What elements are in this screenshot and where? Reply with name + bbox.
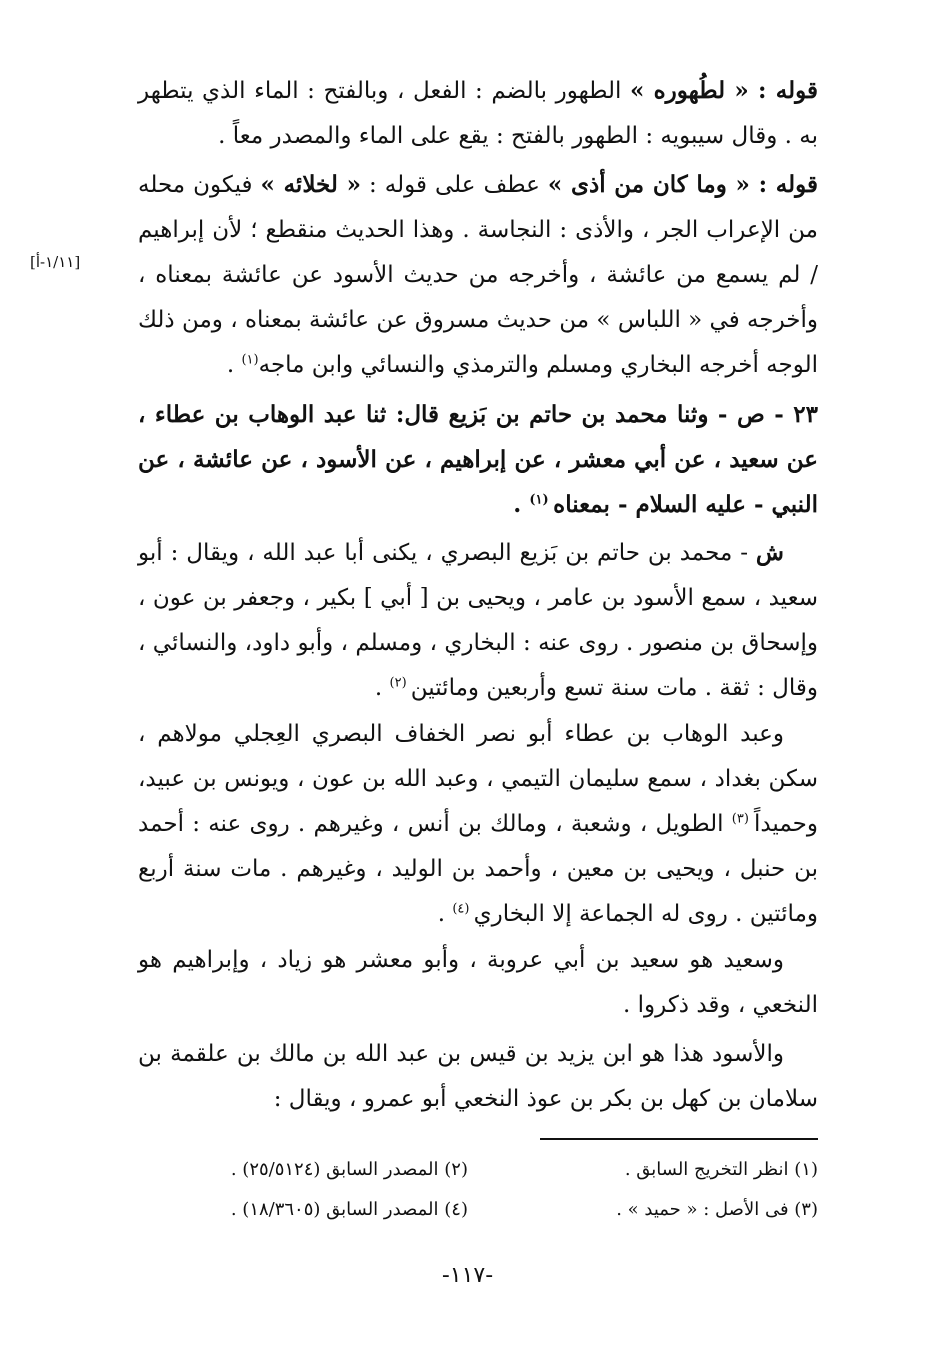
footnote-separator bbox=[540, 1138, 818, 1140]
footnote-ref-1: (١) bbox=[241, 352, 259, 368]
commentary-paragraph-adha bbox=[138, 162, 818, 388]
commentary-text: فيكون محله من الإعراب الجر ، والأذى : النجاسة . وهذا الحديث منقطع ؛ لأن إبراهيم / لم يسمع من عائشة ، وأخرجه من حديث الأسود عن عائشة بمعناه ، وأخرجه في « اللباس » من حديث مسروق عن عائشة بمعناه ، ومن ذلك الوجه أخرجه البخاري ومسلم والترمذي والنسائي وابن ماجه bbox=[138, 172, 818, 378]
quoted-term-adha: قوله : « وما كان من أذى » bbox=[547, 171, 818, 198]
punctuation: . bbox=[374, 675, 390, 701]
manuscript-folio-marker: [١/١١-أ] bbox=[30, 253, 81, 271]
footnote-ref-3: (٣) bbox=[731, 811, 754, 827]
sharh-marker: ش bbox=[755, 539, 784, 566]
punctuation: . bbox=[226, 352, 242, 378]
explanation-muhammad-ibn-hatim bbox=[138, 530, 818, 711]
footnote-ref-1: (١) bbox=[529, 492, 554, 508]
commentary-text: الطهور بالضم : الفعل ، وبالفتح : الماء الذي يتطهر به . وقال سيبويه : الطهور بالفتح : يقع على الماء والمصدر معاً . bbox=[138, 78, 818, 149]
footnote-2: (٢) المصدر السابق (٢٥/٥١٢٤) . bbox=[230, 1159, 468, 1180]
commentary-text: وعبد الوهاب بن عطاء أبو نصر الخفاف البصري العِجلي مولاهم ، سكن بغداد ، سمع سليمان التيمي ، وعبد الله بن عون ، ويونس بن عبيد، وحميداً bbox=[138, 721, 818, 837]
commentary-text: عطف على قوله : bbox=[361, 172, 548, 198]
page-number: -١١٧- bbox=[441, 1263, 494, 1288]
quoted-term-khalaih: « لخلائه » bbox=[260, 171, 361, 198]
commentary-paragraph-tahur bbox=[138, 68, 818, 159]
footnote-4: (٤) المصدر السابق (١٨/٣٦٠٥) . bbox=[230, 1199, 468, 1220]
commentary-text: وسعيد هو سعيد بن أبي عروبة ، وأبو معشر هو زياد ، وإبراهيم هو النخعي ، وقد ذكروا . bbox=[138, 947, 818, 1018]
footnote-ref-4: (٤) bbox=[452, 901, 474, 917]
hadith-chain: ٢٣ - ص - وثنا محمد بن حاتم بن بَزيع قال: ثنا عبد الوهاب بن عطاء ، عن سعيد ، عن أبي معشر ، عن إبراهيم ، عن الأسود ، عن عائشة ، عن النبي - عليه السلام - بمعناه bbox=[138, 401, 818, 518]
explanation-abd-al-wahhab bbox=[138, 712, 818, 937]
footnote-3: (٣) فى الأصل : « حميد » . bbox=[616, 1199, 818, 1220]
explanation-al-aswad bbox=[138, 1032, 818, 1122]
footnote-1: (١) انظر التخريج السابق . bbox=[624, 1159, 818, 1180]
punctuation: . bbox=[513, 491, 530, 518]
quoted-term-tahur: قوله : « لطُهوره » bbox=[630, 77, 818, 104]
commentary-text: الطويل ، وشعبة ، ومالك بن أنس ، وغيرهم . روى عنه : أحمد بن حنبل ، ويحيى بن معين ، وأحمد بن الوليد ، وغيرهم . مات سنة أربع ومائتين . روى له الجماعة إلا البخاري bbox=[138, 811, 818, 927]
explanation-said-abu-mashar bbox=[138, 938, 818, 1028]
commentary-text: والأسود هذا هو ابن يزيد بن قيس بن عبد الله بن مالك بن علقمة بن سلامان بن كهل بن بكر بن عوذ النخعي أبو عمرو ، ويقال : bbox=[138, 1041, 818, 1112]
punctuation: . bbox=[437, 901, 453, 927]
footnote-ref-2: (٢) bbox=[389, 675, 411, 691]
commentary-text: - محمد بن حاتم بن بَزيع البصري ، يكنى أبا عبد الله ، ويقال : أبو سعيد ، سمع الأسود بن عامر ، ويحيى بن [ أبي ] بكير ، وجعفر بن عون ، وإسحاق بن منصور . روى عنه : البخاري ، ومسلم ، وأبو داود، والنسائي ، وقال : ثقة . مات سنة تسع وأربعين ومائتين bbox=[138, 540, 818, 701]
hadith-23-text bbox=[138, 392, 818, 527]
